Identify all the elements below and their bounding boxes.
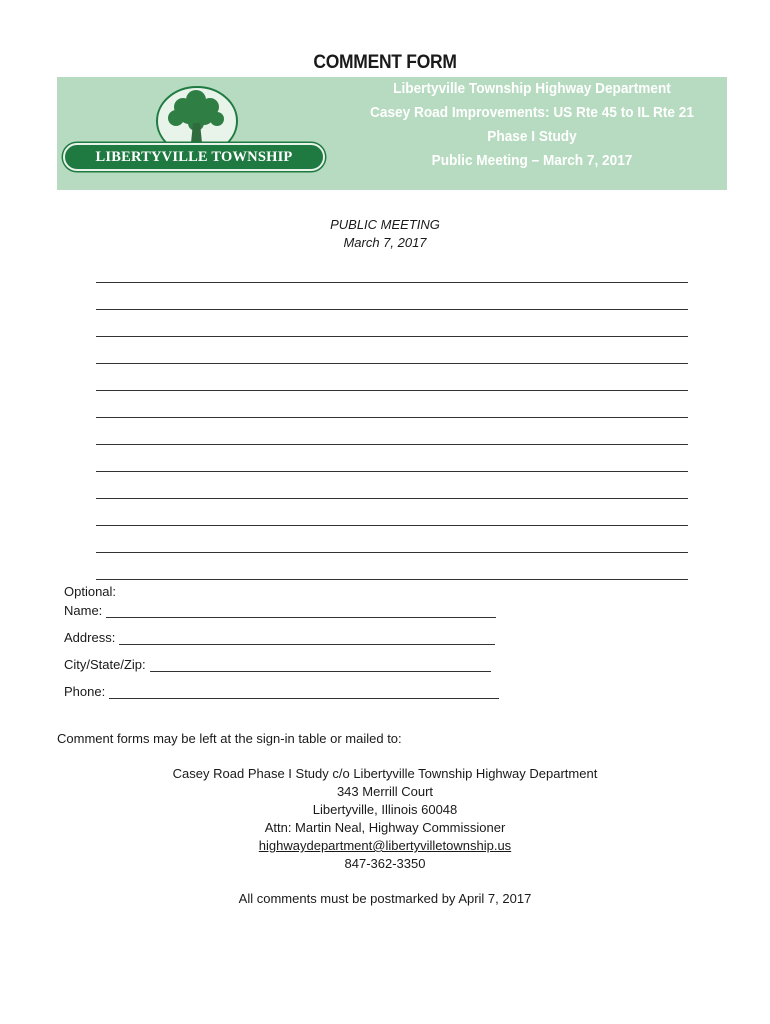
comment-line[interactable]	[96, 526, 688, 553]
banner-department: Libertyville Township Highway Department	[393, 81, 671, 97]
deadline-text: All comments must be postmarked by April 7, 2017	[238, 891, 532, 906]
address-row	[64, 630, 495, 645]
meeting-heading	[0, 216, 770, 252]
mailing-line3: Libertyville, Illinois 60048	[312, 802, 458, 817]
logo-ribbon	[63, 143, 325, 171]
comment-lines	[96, 256, 688, 580]
comment-line[interactable]	[96, 499, 688, 526]
comment-line[interactable]	[96, 391, 688, 418]
comment-line[interactable]	[96, 445, 688, 472]
phone-number: 847-362-3350	[344, 856, 426, 871]
logo-text: LIBERTYVILLE TOWNSHIP	[95, 148, 293, 165]
banner-meeting: Public Meeting – March 7, 2017	[431, 153, 633, 169]
phone-row	[64, 684, 499, 699]
banner-project: Casey Road Improvements: US Rte 45 to IL Rte 21	[370, 105, 694, 121]
optional-heading: Optional:	[64, 584, 117, 599]
township-logo	[63, 85, 328, 177]
comment-line[interactable]	[96, 337, 688, 364]
comment-line[interactable]	[96, 418, 688, 445]
name-field[interactable]	[106, 604, 496, 618]
phone-field[interactable]	[109, 685, 499, 699]
mailing-address	[0, 765, 770, 873]
comment-line[interactable]	[96, 283, 688, 310]
meeting-date: March 7, 2017	[343, 235, 427, 250]
phone-label: Phone:	[64, 684, 106, 699]
header-banner	[57, 77, 727, 190]
name-row	[64, 603, 496, 618]
comment-line[interactable]	[96, 364, 688, 391]
mailing-line2: 343 Merrill Court	[336, 784, 434, 799]
mailing-line1: Casey Road Phase I Study c/o Libertyville Township Highway Department	[172, 766, 598, 781]
mailing-line4: Attn: Martin Neal, Highway Commissioner	[264, 820, 506, 835]
address-label: Address:	[64, 630, 116, 645]
city-field[interactable]	[150, 658, 491, 672]
banner-text	[347, 77, 717, 173]
intro-text: Comment forms may be left at the sign-in table or mailed to:	[57, 731, 402, 746]
form-title: COMMENT FORM	[313, 52, 457, 73]
comment-line[interactable]	[96, 310, 688, 337]
city-label: City/State/Zip:	[64, 657, 146, 672]
comment-line[interactable]	[96, 256, 688, 283]
name-label: Name:	[64, 603, 103, 618]
address-field[interactable]	[119, 631, 495, 645]
city-row	[64, 657, 491, 672]
banner-phase: Phase I Study	[487, 129, 577, 145]
meeting-title: PUBLIC MEETING	[330, 217, 440, 232]
comment-line[interactable]	[96, 472, 688, 499]
comment-line[interactable]	[96, 553, 688, 580]
email-link[interactable]: highwaydepartment@libertyvilletownship.us	[258, 838, 512, 853]
